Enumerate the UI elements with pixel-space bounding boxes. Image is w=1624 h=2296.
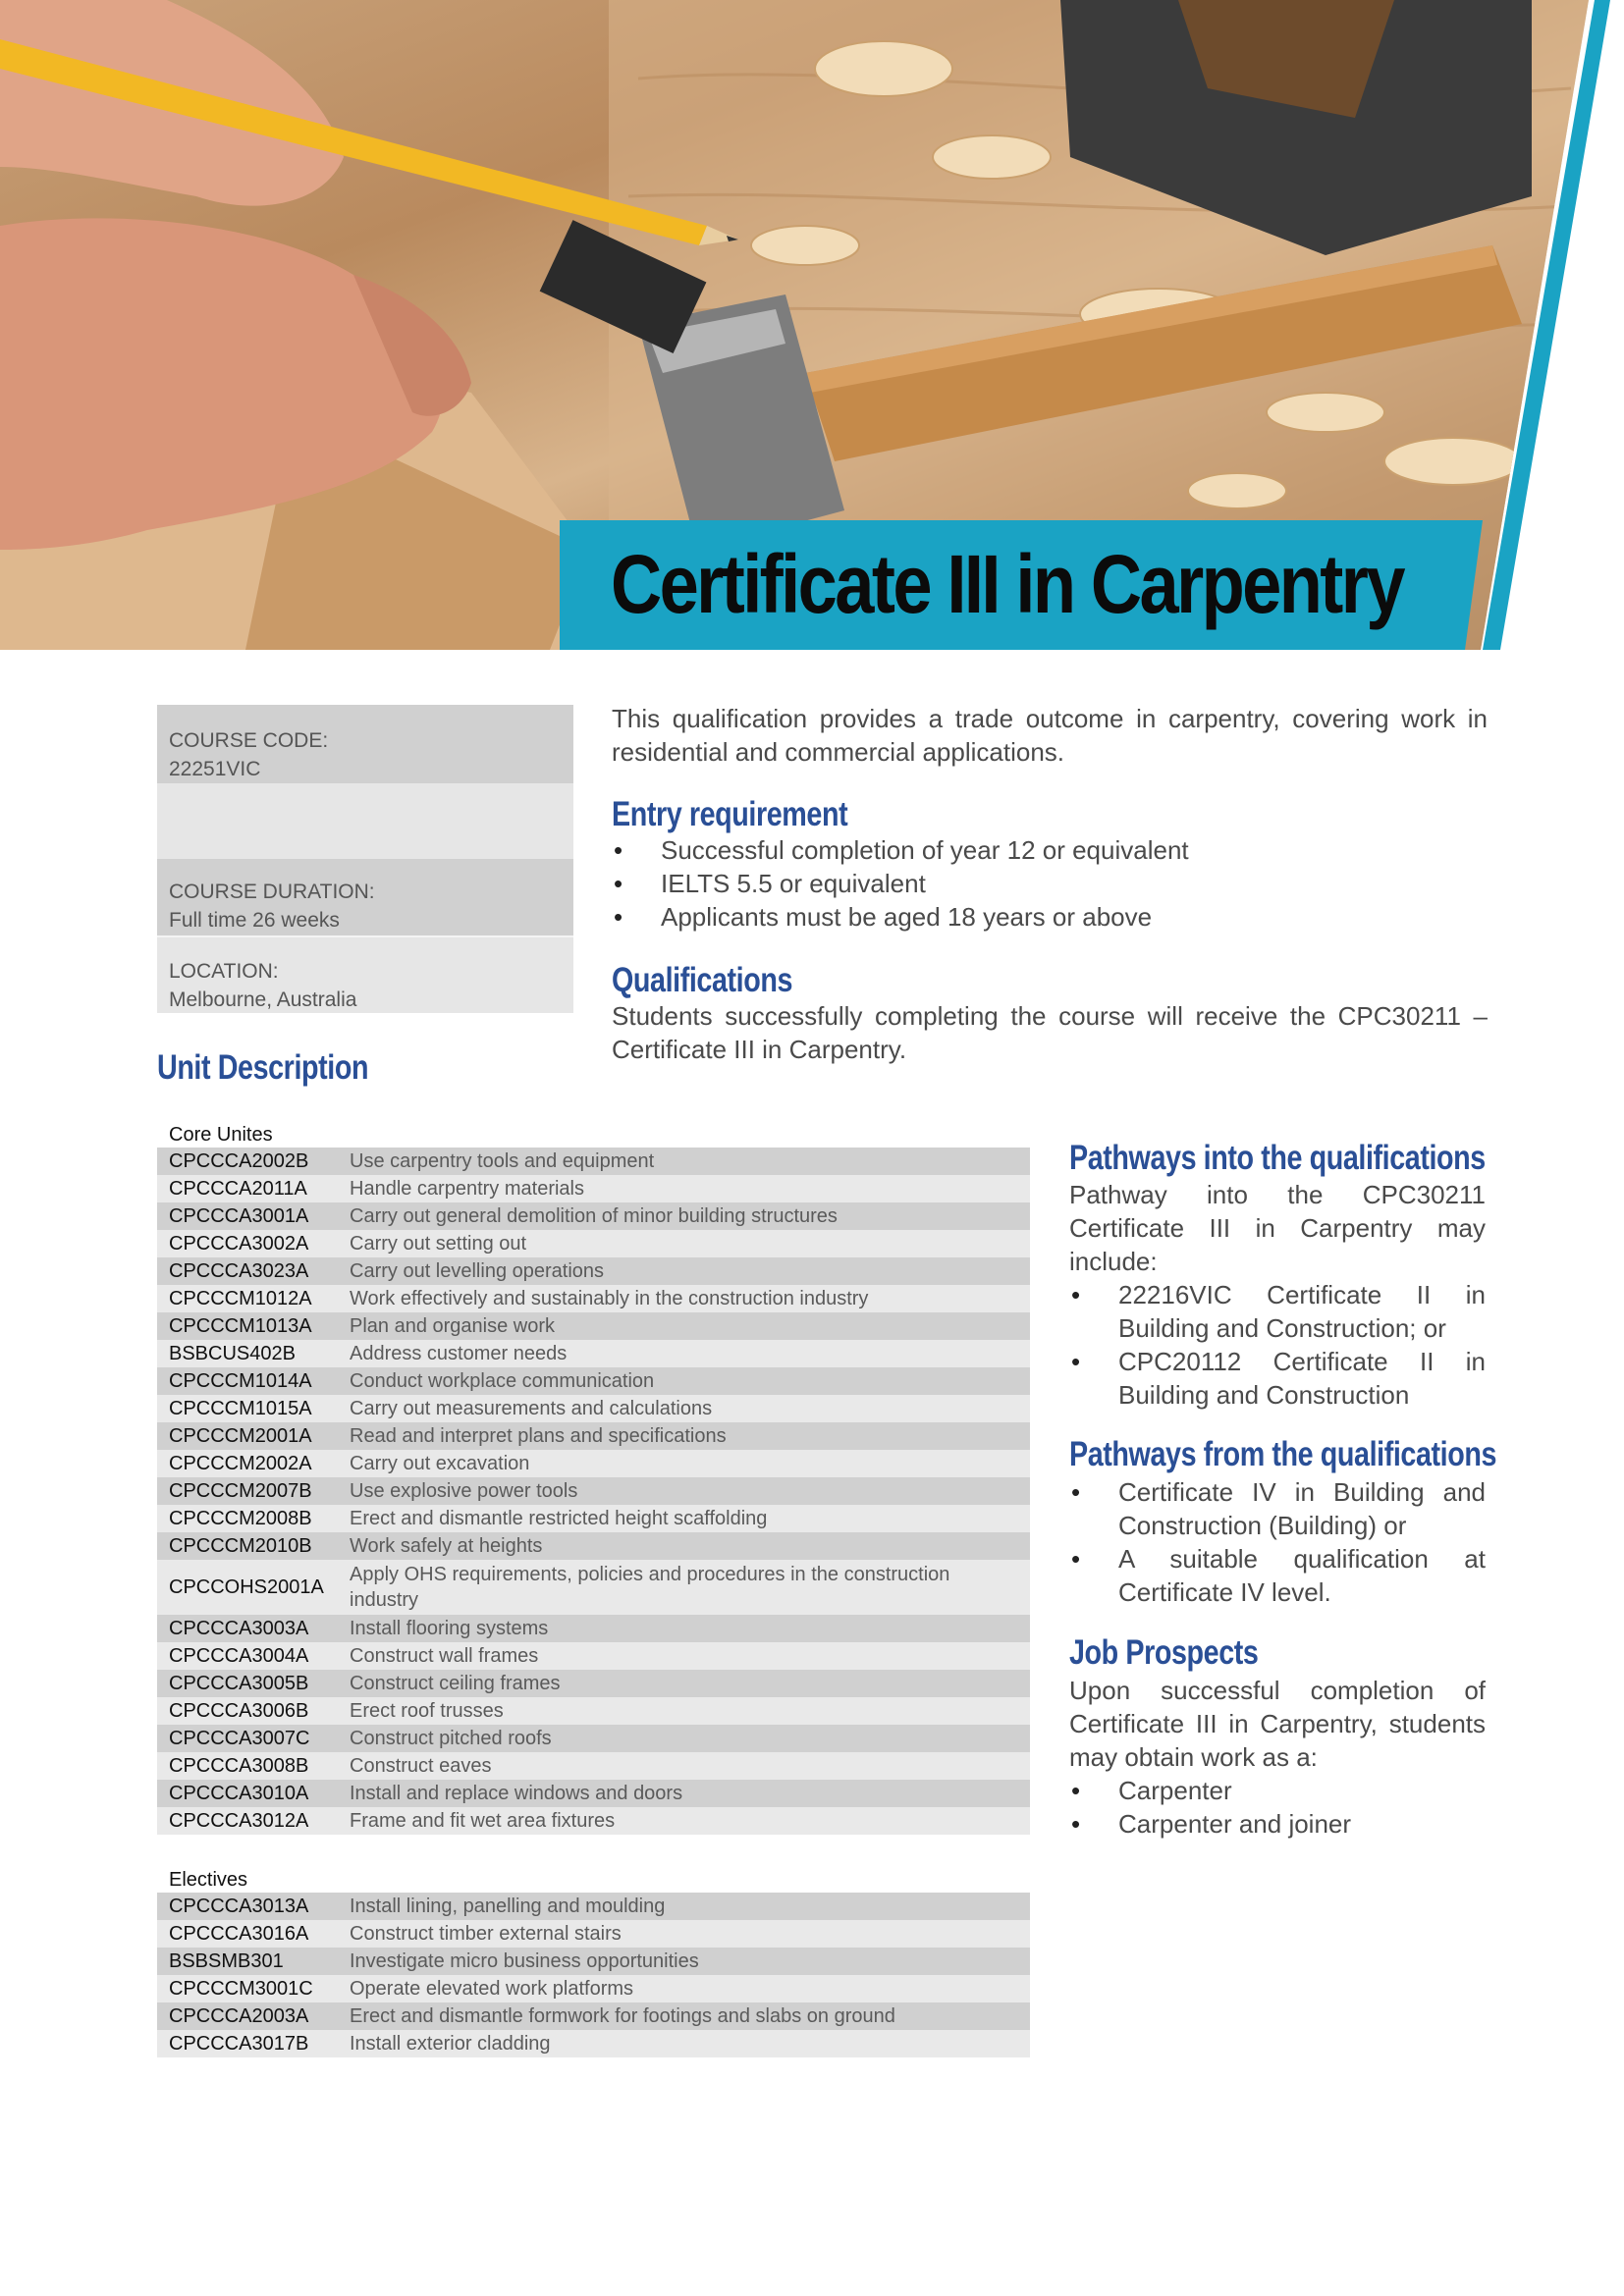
electives-table (157, 1867, 1030, 2057)
hero-banner (0, 0, 1624, 650)
unit-title: Carry out setting out (350, 1233, 527, 1255)
course-code-label: COURSE CODE: (169, 729, 329, 752)
qualifications-text: Students successfully completing the course will receive the CPC30211 – Certificate III in Carpentry. (612, 1001, 1488, 1064)
unit-code: CPCCCA2003A (169, 2004, 309, 2027)
table-row (157, 1148, 1030, 1175)
unit-code: CPCCCM2002A (169, 1452, 312, 1474)
course-code-cell (157, 705, 573, 783)
table-row (157, 1780, 1030, 1807)
table-row (157, 1893, 1030, 1920)
unit-title: Work safely at heights (350, 1535, 543, 1557)
pathways-from-heading: Pathways from the qualifications (1069, 1435, 1497, 1473)
unit-title: Erect and dismantle restricted height scaffolding (350, 1508, 768, 1529)
table-row (157, 1670, 1030, 1697)
table-row (157, 1642, 1030, 1670)
list-item: • Applicants must be aged 18 years or above (612, 900, 1488, 934)
unit-code: CPCCCM1014A (169, 1369, 312, 1392)
list-item: • Carpenter and joiner (1069, 1807, 1486, 1841)
unit-title: Construct ceiling frames (350, 1673, 561, 1694)
table-row (157, 1948, 1030, 1975)
course-duration-value: Full time 26 weeks (169, 909, 340, 932)
unit-code: CPCCCA3023A (169, 1259, 309, 1282)
table-row (157, 1285, 1030, 1312)
entry-requirement-list (612, 833, 1488, 934)
unit-title: Address customer needs (350, 1343, 568, 1364)
course-code-value: 22251VIC (169, 758, 261, 780)
pathways-into-heading: Pathways into the qualifications (1069, 1139, 1486, 1177)
table-row (157, 1560, 1030, 1615)
unit-title: Construct wall frames (350, 1645, 539, 1667)
unit-title: Use explosive power tools (350, 1480, 578, 1502)
list-item: • A suitable qualification at Certificate IV level. (1069, 1542, 1486, 1609)
table-row (157, 1175, 1030, 1202)
unit-title: Install flooring systems (350, 1618, 549, 1639)
table-row (157, 1807, 1030, 1835)
core-units-label: Core Unites (169, 1124, 273, 1146)
table-row (157, 1422, 1030, 1450)
list-item: • 22216VIC Certificate II in Building and Construction; or (1069, 1278, 1486, 1345)
table-row (157, 1920, 1030, 1948)
unit-code: CPCCCA3005B (169, 1672, 309, 1694)
unit-title: Work effectively and sustainably in the construction industry (350, 1288, 869, 1309)
unit-title: Construct timber external stairs (350, 1923, 622, 1945)
unit-title: Carry out measurements and calculations (350, 1398, 713, 1419)
unit-code: CPCCCM1015A (169, 1397, 312, 1419)
pathways-into-list (1069, 1278, 1486, 1412)
unit-code: CPCCCM3001C (169, 1977, 313, 2000)
unit-code: CPCCCA3006B (169, 1699, 309, 1722)
location-cell (157, 935, 573, 1013)
unit-code: CPCCCA3010A (169, 1782, 309, 1804)
table-row (157, 1477, 1030, 1505)
unit-title: Erect and dismantle formwork for footings and slabs on ground (350, 2005, 895, 2027)
list-item: • CPC20112 Certificate II in Building and Construction (1069, 1345, 1486, 1412)
unit-code: CPCCCA3007C (169, 1727, 310, 1749)
entry-requirement-heading: Entry requirement (612, 795, 848, 833)
unit-code: CPCCCM1012A (169, 1287, 312, 1309)
course-duration-label: COURSE DURATION: (169, 881, 375, 903)
unit-code: CPCCCA3001A (169, 1204, 309, 1227)
location-label: LOCATION: (169, 960, 279, 983)
unit-title: Frame and fit wet area fixtures (350, 1810, 616, 1832)
job-prospects-text: Upon successful completion of Certificate III in Carpentry, students may obtain work as a: (1069, 1676, 1486, 1772)
unit-title: Operate elevated work platforms (350, 1978, 634, 2000)
intro-paragraph: This qualification provides a trade outcome in carpentry, covering work in residential and commercial applications. (612, 704, 1488, 767)
unit-title: Carry out general demolition of minor building structures (350, 1205, 838, 1227)
unit-title: Install lining, panelling and moulding (350, 1896, 666, 1917)
unit-title: Investigate micro business opportunities (350, 1950, 699, 1972)
table-row (157, 1230, 1030, 1257)
table-row (157, 1975, 1030, 2002)
table-row (157, 1615, 1030, 1642)
page-title: Certificate III in Carpentry (611, 538, 1403, 630)
unit-title: Apply OHS requirements, policies and procedures in the construction industry (350, 1564, 950, 1611)
list-item: • Certificate IV in Building and Construction (Building) or (1069, 1475, 1486, 1542)
unit-code: CPCCCA3002A (169, 1232, 309, 1255)
table-row (157, 1340, 1030, 1367)
table-row (157, 2002, 1030, 2030)
table-row (157, 1312, 1030, 1340)
unit-title: Read and interpret plans and specifications (350, 1425, 727, 1447)
unit-title: Use carpentry tools and equipment (350, 1150, 655, 1172)
unit-code: CPCCCA3003A (169, 1617, 309, 1639)
table-row (157, 1257, 1030, 1285)
table-row (157, 1505, 1030, 1532)
unit-code: CPCCCM2007B (169, 1479, 312, 1502)
course-info-box (157, 705, 573, 1013)
list-item: • Carpenter (1069, 1774, 1486, 1807)
course-duration-cell (157, 859, 573, 935)
unit-code: CPCCCA2002B (169, 1149, 309, 1172)
unit-title: Carry out levelling operations (350, 1260, 605, 1282)
unit-title: Install exterior cladding (350, 2033, 551, 2055)
table-row (157, 1725, 1030, 1752)
table-row (157, 1532, 1030, 1560)
unit-title: Construct eaves (350, 1755, 492, 1777)
unit-title: Conduct workplace communication (350, 1370, 655, 1392)
unit-code: CPCCCM1013A (169, 1314, 312, 1337)
unit-title: Erect roof trusses (350, 1700, 504, 1722)
list-item: • Successful completion of year 12 or equivalent (612, 833, 1488, 867)
table-row (157, 1697, 1030, 1725)
pathways-from-list (1069, 1475, 1486, 1609)
job-prospects-list (1069, 1774, 1486, 1841)
unit-code: BSBSMB301 (169, 1949, 284, 1972)
unit-title: Construct pitched roofs (350, 1728, 552, 1749)
unit-code: CPCCOHS2001A (169, 1575, 324, 1598)
table-row (157, 1367, 1030, 1395)
table-row (157, 1752, 1030, 1780)
unit-code: CPCCCA3004A (169, 1644, 309, 1667)
list-item: • IELTS 5.5 or equivalent (612, 867, 1488, 900)
unit-code: CPCCCM2010B (169, 1534, 312, 1557)
info-spacer (157, 783, 573, 859)
unit-title: Install and replace windows and doors (350, 1783, 683, 1804)
table-row (157, 1202, 1030, 1230)
unit-code: CPCCCM2001A (169, 1424, 312, 1447)
unit-code: CPCCCA3008B (169, 1754, 309, 1777)
unit-code: CPCCCA3017B (169, 2032, 309, 2055)
table-row (157, 1450, 1030, 1477)
unit-title: Carry out excavation (350, 1453, 530, 1474)
electives-label: Electives (169, 1869, 248, 1891)
unit-code: CPCCCA3012A (169, 1809, 309, 1832)
unit-code: CPCCCA3013A (169, 1895, 309, 1917)
pathways-into-text: Pathway into the CPC30211 Certificate III in Carpentry may include: (1069, 1180, 1486, 1276)
table-row (157, 1395, 1030, 1422)
job-prospects-heading: Job Prospects (1069, 1633, 1259, 1672)
unit-description-heading: Unit Description (157, 1048, 369, 1087)
unit-title: Handle carpentry materials (350, 1178, 584, 1200)
unit-code: CPCCCM2008B (169, 1507, 312, 1529)
unit-code: BSBCUS402B (169, 1342, 296, 1364)
table-row (157, 2030, 1030, 2057)
unit-code: CPCCCA3016A (169, 1922, 309, 1945)
location-value: Melbourne, Australia (169, 988, 357, 1011)
core-units-table (157, 1122, 1030, 1835)
qualifications-heading: Qualifications (612, 961, 793, 999)
unit-code: CPCCCA2011A (169, 1177, 307, 1200)
unit-title: Plan and organise work (350, 1315, 556, 1337)
